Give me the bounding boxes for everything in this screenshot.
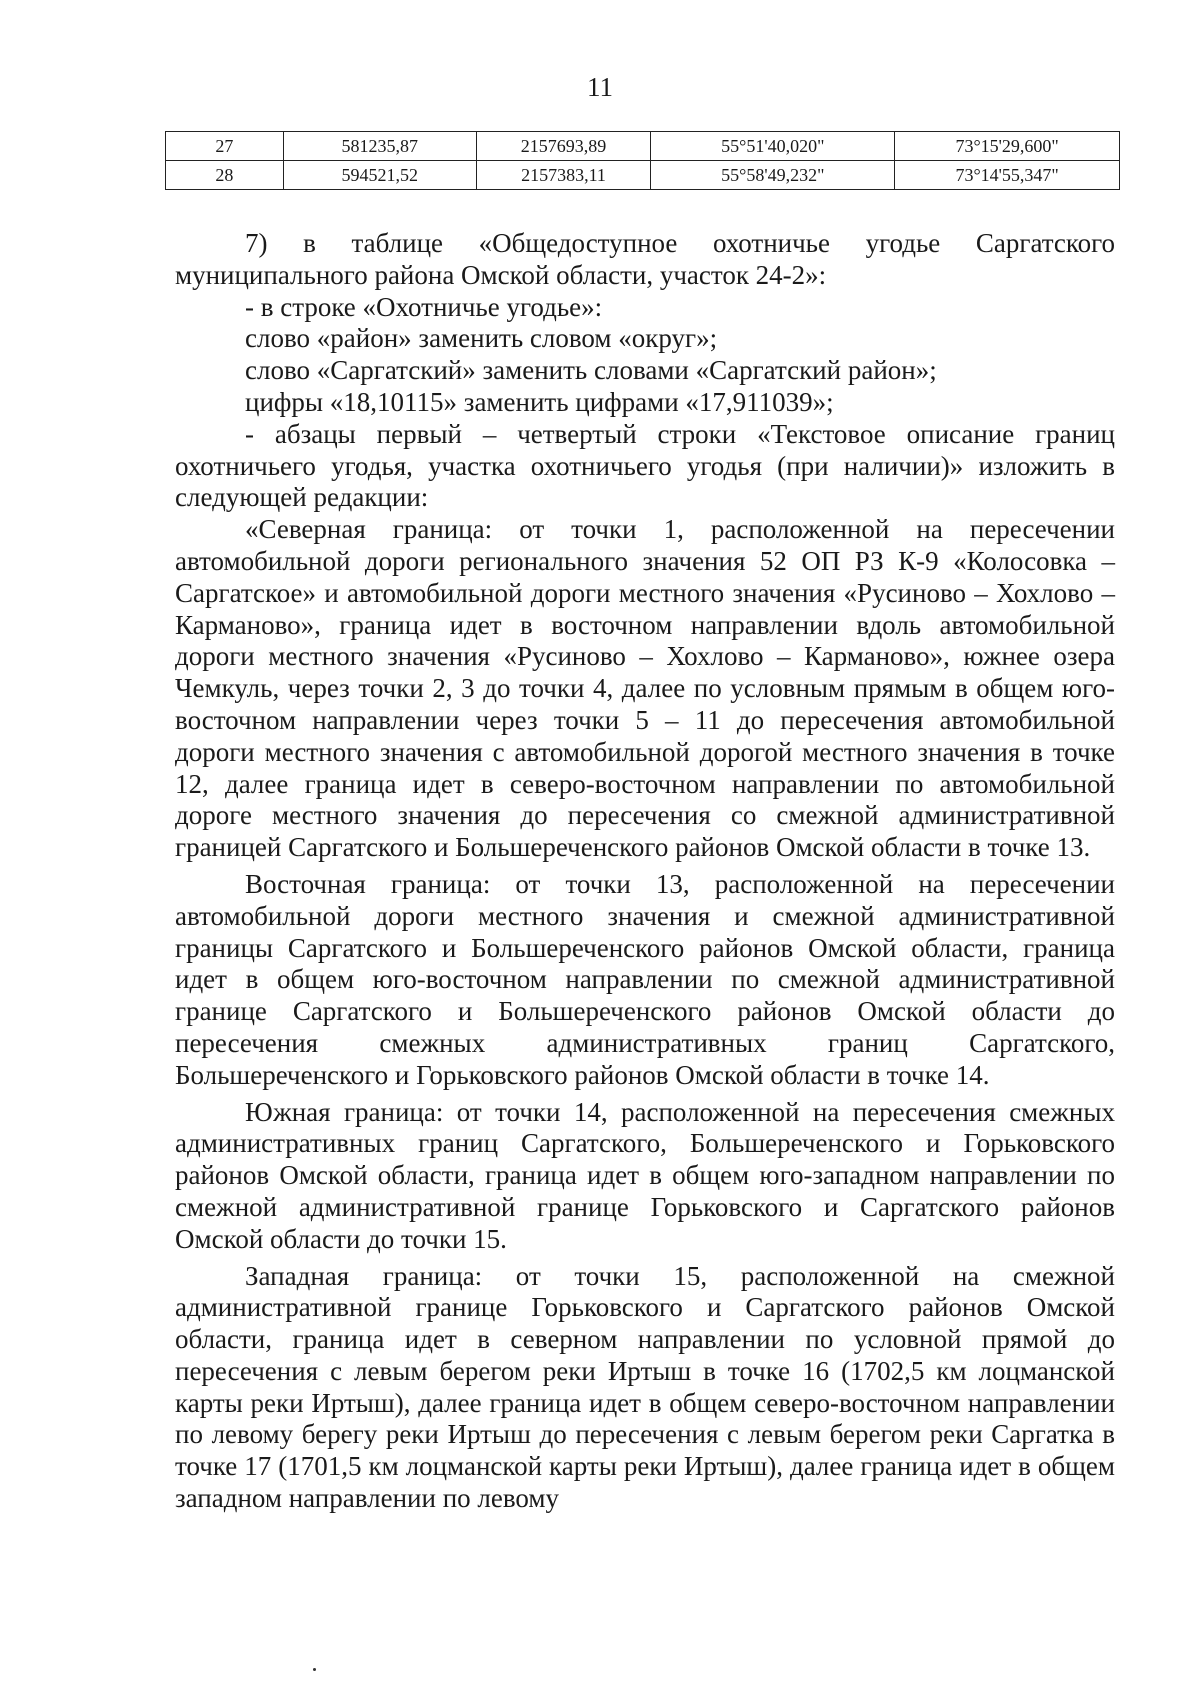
point-number-cell: 27 [166,132,284,161]
amendment-subitem: - абзацы первый – четвертый строки «Текстовое описание границ охотничьего угодья, участка охотничьего угодья (при наличии)» изложить в следующей редакции: [175,418,1115,513]
coordinates-table [165,131,1120,190]
northern-boundary-paragraph: «Северная граница: от точки 1, расположенной на пересечении автомобильной дороги регионального значения 52 ОП РЗ К-9 «Колосовка – Саргатское» и автомобильной дороги местного значения «Русиново – Хохлово – Карманово», граница идет в восточном направлении вдоль автомобильной дороги местного значения «Русиново – Хохлово – Карманово», южнее озера Чемкуль, через точки 2, 3 до точки 4, далее по условным прямым в общем юго-восточном направлении через точки 5 – 11 до пересечения автомобильной дороги местного значения с автомобильной дорогой местного значения в точке 12, далее граница идет в северо-восточном направлении по автомобильной дороге местного значения до пересечения со смежной административной границей Саргатского и Большереченского районов Омской области в точке 13. [175,514,1115,863]
amendment-subitem: слово «Саргатский» заменить словами «Саргатский район»; [245,355,937,386]
amendment-subitem: цифры «18,10115» заменить цифрами «17,911039»; [245,386,834,417]
scan-speck [313,1668,316,1671]
x-coordinate-cell: 594521,52 [283,161,476,190]
western-boundary-paragraph: Западная граница: от точки 15, расположенной на смежной административной границе Горьковского и Саргатского районов Омской области, граница идет в северном направлении по условной прямой до пересечения с левым берегом реки Иртыш в точке 16 (1702,5 км лоцманской карты реки Иртыш), далее граница идет в общем северо-восточном направлении по левому берегу реки Иртыш до пересечения с левым берегом реки Саргатка в точке 17 (1701,5 км лоцманской карты реки Иртыш), далее граница идет в общем западном направлении по левому [175,1260,1115,1514]
latitude-cell: 55°51'40,020" [651,132,895,161]
eastern-boundary-paragraph: Восточная граница: от точки 13, расположенной на пересечении автомобильной дороги местного значения и смежной административной границы Саргатского и Большереченского районов Омской области, граница идет в общем юго-восточном направлении по смежной административной границе Саргатского и Большереченского районов Омской области до пересечения смежных административных границ Саргатского, Большереченского и Горьковского районов Омской области в точке 14. [175,868,1115,1090]
table-row [166,132,1120,161]
amendment-subitem: слово «район» заменить словом «округ»; [245,323,718,354]
page-number: 11 [587,72,613,102]
southern-boundary-paragraph: Южная граница: от точки 14, расположенной на пересечения смежных административных границ Саргатского, Большереченского и Горьковского районов Омской области, граница идет в общем юго-западном направлении по смежной административной границе Горьковского и Саргатского районов Омской области до точки 15. [175,1096,1115,1254]
y-coordinate-cell: 2157693,89 [476,132,651,161]
longitude-cell: 73°15'29,600" [895,132,1120,161]
amendment-item-7: 7) в таблице «Общедоступное охотничье угодье Саргатского муниципального района Омской области, участок 24-2»: [175,228,1115,290]
table-row [166,161,1120,190]
point-number-cell: 28 [166,161,284,190]
latitude-cell: 55°58'49,232" [651,161,895,190]
y-coordinate-cell: 2157383,11 [476,161,651,190]
x-coordinate-cell: 581235,87 [283,132,476,161]
document-body [175,228,1115,1515]
longitude-cell: 73°14'55,347" [895,161,1120,190]
amendment-subitem: - в строке «Охотничье угодье»: [245,291,603,322]
